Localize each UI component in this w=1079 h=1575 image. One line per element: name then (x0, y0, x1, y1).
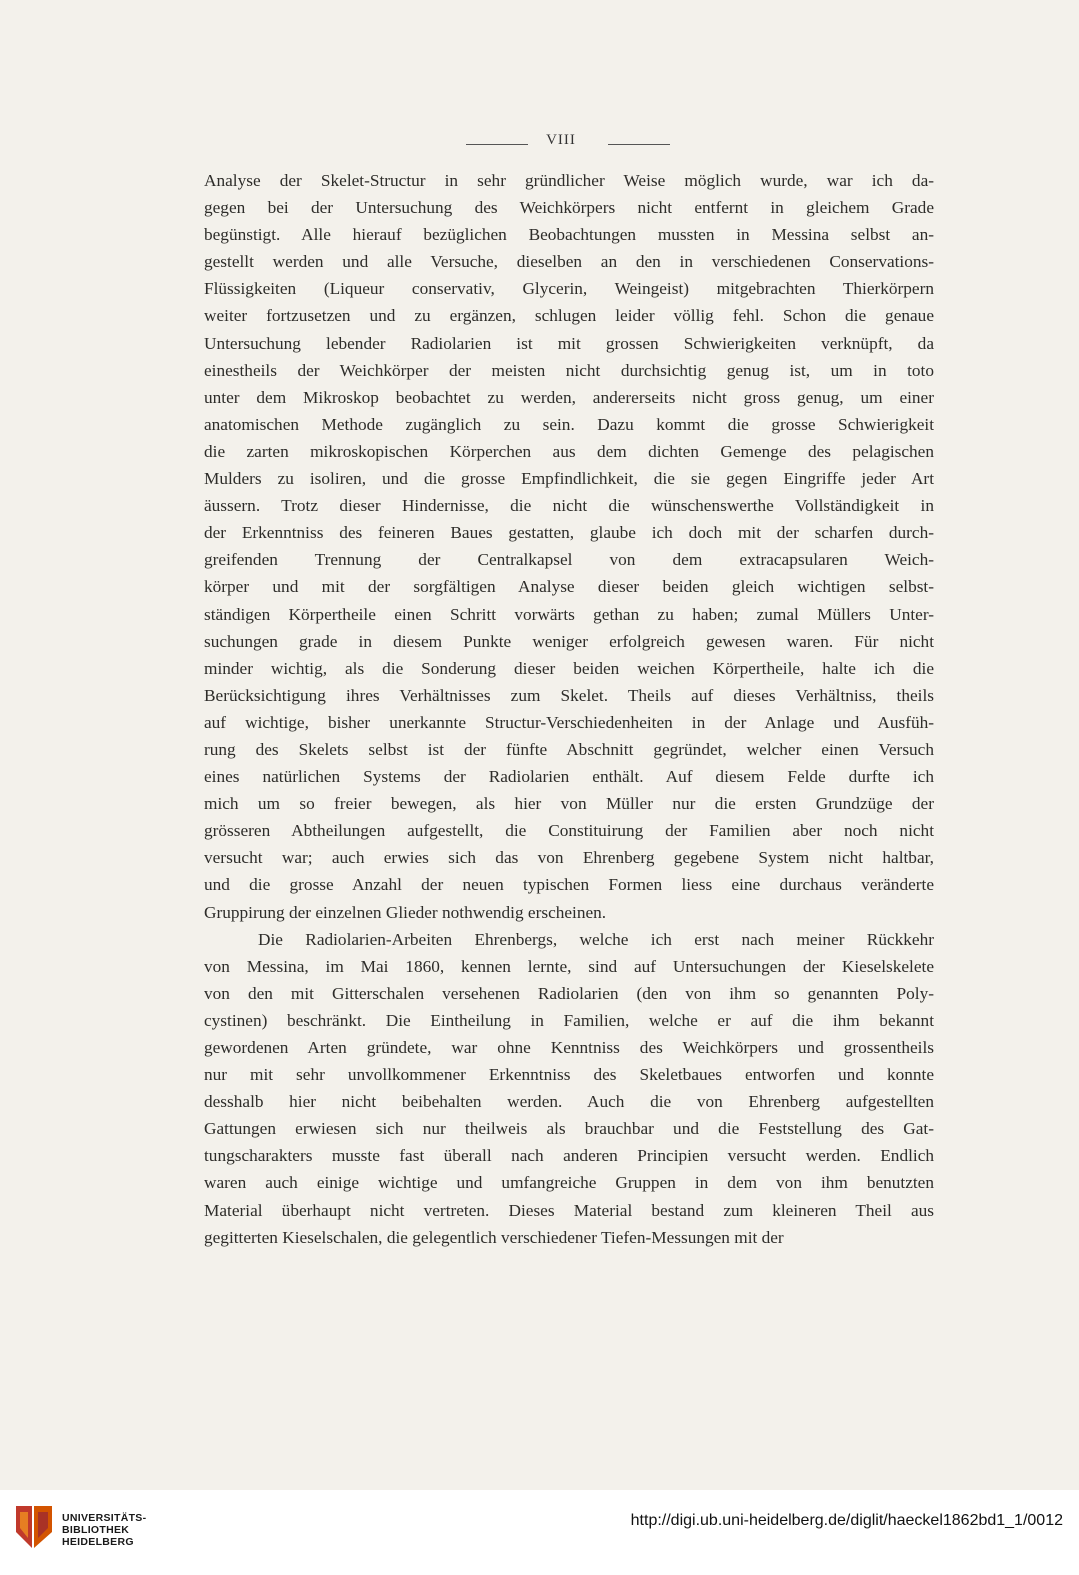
text-line: eines natürlichen Systems der Radiolarien enthält. Auf diesem Felde durfte ich (204, 767, 934, 787)
text-line: mich um so freier bewegen, als hier von Müller nur die ersten Grundzüge der (204, 794, 934, 814)
text-line: Die Radiolarien-Arbeiten Ehrenbergs, welche ich erst nach meiner Rückkehr (258, 929, 934, 949)
text-line: gestellt werden und alle Versuche, dieselben an den in verschiedenen Conservations- (204, 252, 934, 272)
header-rule-left (466, 144, 528, 145)
text-line: Gruppirung der einzelnen Glieder nothwendig erscheinen. (204, 902, 607, 922)
text-line: anatomischen Methode zugänglich zu sein. Dazu kommt die grosse Schwierigkeit (204, 414, 934, 434)
library-name-line: HEIDELBERG (62, 1536, 134, 1548)
text-line: cystinen) beschränkt. Die Eintheilung in Familien, welche er auf die ihm bekannt (204, 1010, 934, 1030)
text-line: Untersuchung lebender Radiolarien ist mit grossen Schwierigkeiten verknüpft, da (204, 333, 934, 353)
text-line: und die grosse Anzahl der neuen typischen Formen liess eine durchaus veränderte (204, 875, 934, 895)
text-line: unter dem Mikroskop beobachtet zu werden, andererseits nicht gross genug, um einer (204, 387, 934, 407)
text-line: von Messina, im Mai 1860, kennen lernte, sind auf Untersuchungen der Kieselskelete (204, 956, 934, 976)
text-line: äussern. Trotz dieser Hindernisse, die nicht die wünschenswerthe Vollständigkeit in (204, 496, 934, 516)
text-line: gegitterten Kieselschalen, die gelegentlich verschiedener Tiefen-Messungen mit der (204, 1227, 784, 1247)
library-name-line: BIBLIOTHEK (62, 1524, 130, 1536)
text-line: gegen bei der Untersuchung des Weichkörpers nicht entfernt in gleichem Grade (204, 198, 934, 218)
text-line: nur mit sehr unvollkommener Erkenntniss des Skeletbaues entworfen und konnte (204, 1065, 934, 1085)
text-line: die zarten mikroskopischen Körperchen aus dem dichten Gemenge des pelagischen (204, 441, 934, 461)
text-line: körper und mit der sorgfältigen Analyse dieser beiden gleich wichtigen selbst- (204, 577, 934, 597)
text-line: von den mit Gitterschalen versehenen Radiolarien (den von ihm so genannten Poly- (204, 983, 934, 1003)
text-line: weiter fortzusetzen und zu ergänzen, schlugen leider völlig fehl. Schon die genaue (204, 306, 934, 326)
text-line: Analyse der Skelet-Structur in sehr gründlicher Weise möglich wurde, war ich da- (204, 171, 934, 190)
library-logo-icon (14, 1502, 54, 1552)
text-line: suchungen grade in diesem Punkte weniger erfolgreich gewesen waren. Für nicht (204, 631, 934, 651)
text-line: tungscharakters musste fast überall nach anderen Principien versucht werden. Endlich (204, 1146, 934, 1166)
text-line: Gattungen erwiesen sich nur theilweis als brauchbar und die Feststellung des Gat- (204, 1119, 934, 1139)
text-line: Flüssigkeiten (Liqueur conservativ, Glycerin, Weingeist) mitgebrachten Thierkörpern (204, 279, 934, 299)
text-line: rung des Skelets selbst ist der fünfte Abschnitt gegründet, welcher einen Versuch (204, 739, 934, 759)
header-rule-right (608, 144, 670, 145)
text-line: Berücksichtigung ihres Verhältnisses zum Skelet. Theils auf dieses Verhältniss, theils (204, 685, 934, 705)
text-line: minder wichtig, als die Sonderung dieser beiden weichen Körpertheile, halte ich die (204, 658, 934, 678)
text-line: auf wichtige, bisher unerkannte Structur-Verschiedenheiten in der Anlage und Ausfüh- (204, 712, 934, 732)
body-text (204, 167, 934, 1251)
text-line: begünstigt. Alle hierauf bezüglichen Beobachtungen mussten in Messina selbst an- (204, 225, 934, 245)
text-line: Mulders zu isoliren, und die grosse Empfindlichkeit, die sie gegen Eingriffe jeder Art (204, 469, 934, 489)
source-url-link[interactable]: http://digi.ub.uni-heidelberg.de/diglit/haeckel1862bd1_1/0012 (630, 1512, 1063, 1529)
text-line: versucht war; auch erwies sich das von Ehrenberg gegebene System nicht haltbar, (204, 848, 934, 868)
text-line: greifenden Trennung der Centralkapsel von dem extracapsularen Weich- (204, 550, 934, 570)
text-line: Material überhaupt nicht vertreten. Dieses Material bestand zum kleineren Theil aus (204, 1200, 934, 1220)
library-name-line: UNIVERSITÄTS- (62, 1512, 147, 1524)
footer (0, 1490, 1079, 1575)
text-line: grösseren Abtheilungen aufgestellt, die Constituirung der Familien aber noch nicht (204, 821, 934, 841)
text-line: waren auch einige wichtige und umfangreiche Gruppen in dem von ihm benutzten (204, 1173, 934, 1193)
text-line: desshalb hier nicht beibehalten werden. Auch die von Ehrenberg aufgestellten (204, 1092, 934, 1112)
page-number: VIII (546, 132, 576, 148)
library-name (62, 1512, 146, 1548)
text-line: der Erkenntniss des feineren Baues gestatten, glaube ich doch mit der scharfen durch- (204, 523, 934, 543)
text-line: einestheils der Weichkörper der meisten nicht durchsichtig genug ist, um in toto (204, 360, 934, 380)
text-line: gewordenen Arten gründete, war ohne Kenntniss des Weichkörpers und grossentheils (204, 1038, 934, 1057)
text-line: ständigen Körpertheile einen Schritt vorwärts gethan zu haben; zumal Müllers Unter- (204, 604, 934, 624)
